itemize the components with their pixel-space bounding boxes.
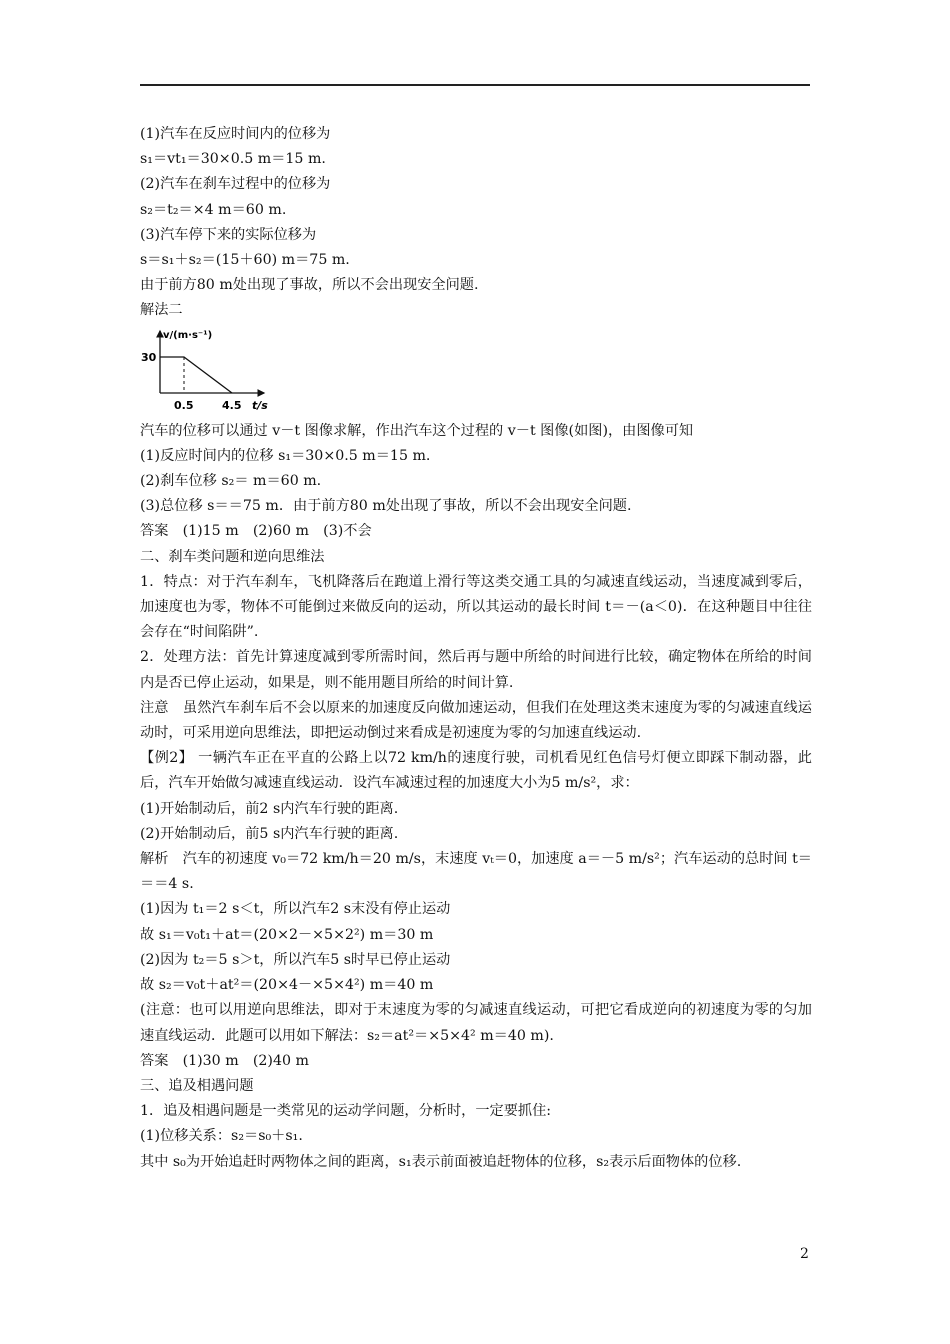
text-line: (1)因为 t₁＝2 s＜t，所以汽车2 s末没有停止运动 <box>140 901 451 918</box>
answer-line: 答案 (1)15 m (2)60 m (3)不会 <box>140 523 372 540</box>
text-line: s₂＝t₂＝×4 m＝60 m. <box>140 201 287 218</box>
x-tick-label: 4.5 <box>222 398 242 412</box>
answer-line: 答案 (1)30 m (2)40 m <box>140 1052 309 1069</box>
velocity-line <box>160 357 232 393</box>
text-line: 由于前方80 m处出现了事故，所以不会出现安全问题. <box>140 277 479 294</box>
text-line: 解法二 <box>140 302 183 319</box>
y-axis-label: v/(m·s⁻¹) <box>163 329 213 341</box>
vt-graph-svg <box>140 325 280 415</box>
page-content <box>140 122 812 1175</box>
text-line: (2)刹车位移 s₂＝ m＝60 m. <box>140 473 322 490</box>
paragraph: 其中 s₀为开始追赶时两物体之间的距离，s₁表示前面被追赶物体的位移，s₂表示后面物体的位移. <box>140 1153 742 1170</box>
x-tick-label: 0.5 <box>174 398 194 412</box>
text-line: (2)汽车在刹车过程中的位移为 <box>140 176 331 193</box>
text-line: (1)开始制动后，前2 s内汽车行驶的距离. <box>140 800 399 817</box>
header-rule <box>140 84 810 86</box>
vt-graph <box>140 325 812 415</box>
text-line: s＝s₁＋s₂＝(15＋60) m＝75 m. <box>140 252 350 269</box>
text-line: s₁＝vt₁＝30×0.5 m＝15 m. <box>140 151 326 168</box>
y-tick-label: 30 <box>141 350 157 364</box>
x-axis-label: t/s <box>252 398 268 412</box>
note-paragraph: (注意：也可以用逆向思维法，即对于末速度为零的匀减速直线运动，可把它看成逆向的初速度为零的匀加速直线运动．此题可以用如下解法：s₂＝at²＝×5×4² m＝40 m). <box>140 1002 812 1044</box>
text-line: (1)位移关系：s₂＝s₀＋s₁. <box>140 1128 303 1145</box>
page-number: 2 <box>800 1246 809 1262</box>
section-heading: 二、刹车类问题和逆向思维法 <box>140 548 325 565</box>
text-line: (2)因为 t₂＝5 s＞t，所以汽车5 s时早已停止运动 <box>140 951 451 968</box>
paragraph: 1．特点：对于汽车刹车，飞机降落后在跑道上滑行等这类交通工具的匀减速直线运动，当速度减到零后，加速度也为零，物体不可能倒过来做反向的运动，所以其运动的最长时间 t＝－(a＜0)．在这种题目中往往会存在“时间陷阱”. <box>140 573 812 641</box>
paragraph: 2．处理方法：首先计算速度减到零所需时间，然后再与题中所给的时间进行比较，确定物体在所给的时间内是否已停止运动，如果是，则不能用题目所给的时间计算. <box>140 649 812 691</box>
text-line: (3)汽车停下来的实际位移为 <box>140 226 317 243</box>
text-line: 汽车的位移可以通过 v－t 图像求解，作出汽车这个过程的 v－t 图像(如图)，由图像可知 <box>140 422 694 439</box>
text-line: (1)汽车在反应时间内的位移为 <box>140 126 331 142</box>
section-heading: 三、追及相遇问题 <box>140 1077 254 1094</box>
note-paragraph: 注意 虽然汽车刹车后不会以原来的加速度反向做加速运动，但我们在处理这类末速度为零的匀减速直线运动时，可采用逆向思维法，即把运动倒过来看成是初速度为零的匀加速直线运动. <box>140 699 812 742</box>
text-line: 1．追及相遇问题是一类常见的运动学问题，分析时，一定要抓住: <box>140 1103 552 1120</box>
text-line: (2)开始制动后，前5 s内汽车行驶的距离. <box>140 825 399 842</box>
text-line: (3)总位移 s＝＝75 m．由于前方80 m处出现了事故，所以不会出现安全问题. <box>140 498 632 515</box>
text-line: (1)反应时间内的位移 s₁＝30×0.5 m＝15 m. <box>140 447 431 464</box>
text-line: 故 s₁＝v₀t₁＋at＝(20×2－×5×2²) m＝30 m <box>140 926 434 943</box>
example-paragraph: 【例2】 一辆汽车正在平直的公路上以72 km/h的速度行驶，司机看见红色信号灯便立即踩下制动器，此后，汽车开始做匀减速直线运动．设汽车减速过程的加速度大小为5 m/s²，求： <box>140 750 812 792</box>
text-line: 故 s₂＝v₀t＋at²＝(20×4－×5×4²) m＝40 m <box>140 977 434 994</box>
analysis-paragraph: 解析 汽车的初速度 v₀＝72 km/h＝20 m/s，末速度 vₜ＝0，加速度 a＝－5 m/s²；汽车运动的总时间 t＝＝＝4 s. <box>140 851 812 893</box>
